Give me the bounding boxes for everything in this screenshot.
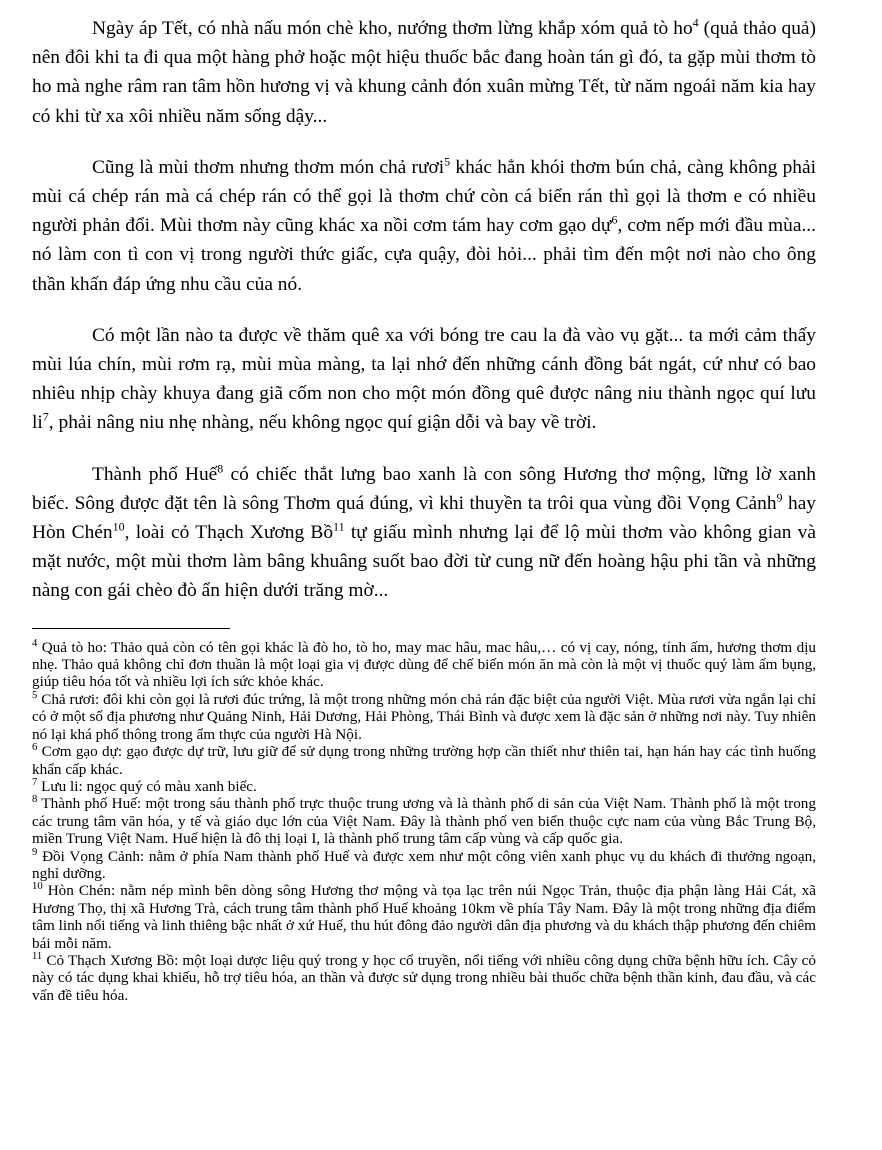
paragraph-text: Cũng là mùi thơm nhưng thơm món chả rươi: [92, 156, 445, 178]
paragraph-text: , phải nâng niu nhẹ nhàng, nếu không ngọc quí giận dỗi và bay về trời.: [48, 412, 597, 434]
paragraph-text: , cơm nếp mới đầu mùa... nó làm con tì con vị trong người thức giấc, cựa quậy, đòi hỏi... phải tìm đến một nơi nào cho ông thần khấn đáp ứng nhu cầu của nó.: [32, 215, 816, 295]
paragraph-4: [32, 460, 816, 606]
footnote-8: [32, 795, 816, 847]
paragraph-text: Ngày áp Tết, có nhà nấu món chè kho, nướng thơm lừng khắp xóm quả tò ho: [92, 18, 693, 39]
paragraph-text: tự giấu mình nhưng lại để lộ mùi thơm vào không gian và mặt nước, một mùi thơm làm bâng khuâng suốt bao đời từ cung nữ đến hoàng hậu phi tần và những nàng con gái chèo đò ẩn hiện dưới trăng mờ...: [32, 522, 816, 602]
footnote-9: [32, 848, 816, 883]
footnote-number: 5: [32, 689, 38, 701]
footnote-text: Hòn Chén: nằm nép mình bên dòng sông Hương thơ mộng và tọa lạc trên núi Ngọc Trản, thuộc địa phận làng Hải Cát, xã Hương Thọ, thị xã Hương Trà, cách trung tâm thành phố Huế khoảng 10km về phía Tây Nam. Đây là một trong những địa điểm tâm linh nổi tiếng và linh thiêng bậc nhất ở xứ Huế, thu hút đông đảo người dân địa phương và du khách thập phương đến chiêm bái mỗi năm.: [32, 882, 816, 952]
paragraph-text: có chiếc thắt lưng bao xanh là con sông Hương thơ mộng, lững lờ xanh biếc. Sông được đặt tên là sông Thơm quá đúng, vì khi thuyền ta trôi qua vùng đồi Vọng Cảnh: [32, 463, 817, 514]
paragraph-text: (quả thảo quả) nên đôi khi ta đi qua một hàng phở hoặc một hiệu thuốc bắc đang hoàn tán gì đó, ta gặp mùi thơm tò ho mà nghe râm ran tâm hồn hương vị và khung cảnh đón xuân mừng Tết, từ năm ngoái năm kia hay có khi từ xa xôi nhiều năm sống dậy...: [32, 18, 816, 127]
footnote-text: Thành phố Huế: một trong sáu thành phố trực thuộc trung ương và là thành phố di sản của Việt Nam. Thành phố là một trong các trung tâm văn hóa, y tế và giáo dục lớn của Việt Nam. Đây là thành phố ven biển thuộc cực nam của vùng Bắc Trung Bộ, miền Trung Việt Nam. Huế hiện là đô thị loại I, là thành phố trung tâm cấp vùng và cấp quốc gia.: [32, 795, 816, 848]
body-text: [32, 14, 816, 606]
footnotes: [32, 639, 816, 1005]
footnote-4: [32, 639, 816, 691]
footnote-text: Cơm gạo dự: gạo được dự trữ, lưu giữ để sử dụng trong những trường hợp cần thiết như thiên tai, hạn hán hay các tình huống khẩn cấp khác.: [32, 743, 817, 778]
paragraph-2: [32, 153, 816, 299]
footnote-text: Quả tò ho: Thảo quả còn có tên gọi khác là đò ho, tò ho, may mac hâu, mac hâu,… có vị cay, nóng, tính ấm, hương thơm dịu nhẹ. Thảo quả không chỉ đơn thuần là một loại gia vị được dùng để chế biến món ăn mà còn là một vị thuốc quý làm ấm bụng, giúp tiêu hóa tốt và nhiều lợi ích sức khỏe khác.: [32, 638, 817, 691]
footnote-text: Lưu li: ngọc quý có màu xanh biếc.: [41, 777, 257, 795]
footnote-ref-6[interactable]: 6: [611, 212, 618, 227]
footnote-text: Cỏ Thạch Xương Bồ: một loại dược liệu quý trong y học cổ truyền, nổi tiếng với nhiều công dụng chữa bệnh hữu ích. Cây cỏ này có tác dụng khai khiếu, hỗ trợ tiêu hóa, an thần và được sử dụng trong nhiều bài thuốc chữa bệnh thần kinh, đau đầu, và các vấn đề tiêu hóa.: [32, 951, 817, 1004]
paragraph-text: Thành phố Huế: [92, 463, 218, 485]
footnote-7: [32, 778, 816, 795]
paragraph-text: hay Hòn Chén: [32, 492, 816, 544]
footnote-6: [32, 743, 816, 778]
footnote-number: 10: [32, 881, 43, 893]
footnote-number: 4: [32, 637, 38, 649]
paragraph-1: [32, 14, 816, 131]
footnote-number: 9: [32, 846, 38, 858]
footnote-number: 11: [32, 950, 43, 962]
footnote-ref-9[interactable]: 9: [776, 490, 783, 505]
paragraph-text: , loài cỏ Thạch Xương Bồ: [124, 522, 334, 544]
footnote-number: 7: [32, 776, 38, 788]
footnote-ref-7[interactable]: 7: [42, 409, 49, 424]
paragraph-text: Có một lần nào ta được về thăm quê xa với bóng tre cau la đà vào vụ gặt... ta mới cảm thấy mùi lúa chín, mùi rơm rạ, mùi mùa màng, ta lại nhớ đến những cánh đồng bát ngát, cứ như có bao nhiêu nhịp chày khuya đang giã cốm non cho một món đồng quê được nâng niu thành ngọc quí lưu li: [32, 324, 816, 434]
footnote-5: [32, 691, 816, 743]
footnote-10: [32, 882, 816, 952]
footnote-ref-4[interactable]: 4: [692, 15, 699, 30]
footnote-text: Chả rươi: đôi khi còn gọi là rươi đúc trứng, là một trong những món chả rán đặc biệt của người Việt. Mùa rươi vừa ngắn lại chỉ có ở một số địa phương như Quảng Ninh, Hải Dương, Hải Phòng, Thái Bình và được xem là đặc sản ở những nơi này. Tuy nhiên nó lại khá phổ thông trong ẩm thực của người Hà Nội.: [32, 690, 817, 743]
footnote-text: Đồi Vọng Cảnh: nằm ở phía Nam thành phố Huế và được xem như một công viên xanh phục vụ du khách đi thưởng ngoạn, nghỉ dưỡng.: [32, 847, 816, 882]
paragraph-3: [32, 321, 816, 438]
footnote-11: [32, 952, 816, 1004]
paragraph-text: khác hẳn khói thơm bún chả, càng không phải mùi cá chép rán mà cá chép rán có thể gọi là thơm chứ còn cá biển rán thì gọi là thơm e có nhiều người phản đổi. Mùi thơm này cũng khác xa nồi cơm tám hay cơm gạo dự: [32, 156, 816, 237]
footnote-ref-10[interactable]: 10: [112, 519, 125, 534]
footnote-ref-11[interactable]: 11: [333, 519, 345, 534]
footnote-number: 8: [32, 794, 38, 806]
footnote-number: 6: [32, 742, 38, 754]
footnote-ref-8[interactable]: 8: [217, 461, 224, 476]
footnote-separator: [32, 628, 230, 629]
footnote-ref-5[interactable]: 5: [444, 154, 451, 169]
